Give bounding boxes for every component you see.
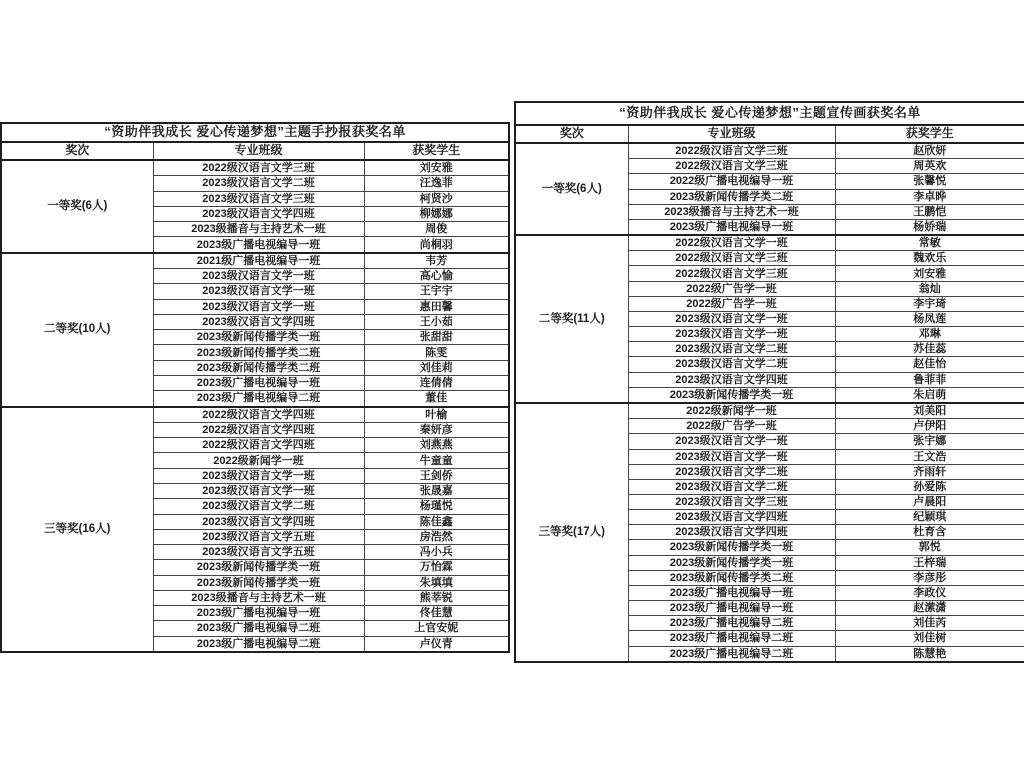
student-cell: 上官安妮	[364, 621, 509, 636]
award-rank-cell: 二等奖(10人)	[1, 253, 153, 407]
student-cell: 刘佳芮	[835, 616, 1024, 631]
student-cell: 惠田馨	[364, 299, 509, 314]
class-cell: 2022级新闻学一班	[153, 453, 364, 468]
class-cell: 2023级广播电视编导一班	[153, 375, 364, 390]
student-cell: 杨凤莲	[835, 311, 1024, 326]
student-cell: 周俊	[364, 222, 509, 237]
student-cell: 张甜甜	[364, 330, 509, 345]
class-cell: 2022级汉语言文学三班	[628, 266, 835, 281]
student-cell: 连倩倩	[364, 375, 509, 390]
table-title: “资助伴我成长 爱心传递梦想”主题宣传画获奖名单	[515, 102, 1024, 125]
class-cell: 2023级汉语言文学一班	[153, 299, 364, 314]
class-cell: 2023级汉语言文学二班	[628, 479, 835, 494]
class-cell: 2023级新闻传播学类一班	[153, 330, 364, 345]
student-cell: 陈雯	[364, 345, 509, 360]
class-cell: 2023级新闻传播学类一班	[628, 540, 835, 555]
student-cell: 牛童童	[364, 453, 509, 468]
table-row	[1, 253, 509, 269]
class-cell: 2023级广播电视编导一班	[153, 237, 364, 253]
class-cell: 2022级广播电视编导一班	[628, 174, 835, 189]
student-cell: 李彦彤	[835, 570, 1024, 585]
class-cell: 2023级新闻传播学类二班	[153, 345, 364, 360]
student-cell: 万怡霖	[364, 560, 509, 575]
class-cell: 2022级新闻学一班	[628, 403, 835, 419]
table-row	[515, 403, 1024, 419]
student-cell: 柳娜娜	[364, 206, 509, 221]
award-rank-cell: 三等奖(17人)	[515, 403, 628, 662]
class-cell: 2023级汉语言文学一班	[153, 468, 364, 483]
student-cell: 张宇娜	[835, 434, 1024, 449]
class-cell: 2023级广播电视编导二班	[153, 636, 364, 652]
student-cell: 李宇琦	[835, 296, 1024, 311]
student-cell: 邓琳	[835, 327, 1024, 342]
class-cell: 2023级广播电视编导二班	[153, 621, 364, 636]
class-cell: 2023级汉语言文学一班	[153, 269, 364, 284]
student-cell: 苏佳蕊	[835, 342, 1024, 357]
class-cell: 2023级汉语言文学四班	[628, 525, 835, 540]
award-rank-cell: 二等奖(11人)	[515, 235, 628, 403]
student-cell: 朱填填	[364, 575, 509, 590]
class-cell: 2023级汉语言文学一班	[153, 483, 364, 498]
table-row	[1, 407, 509, 423]
student-cell: 高心愉	[364, 269, 509, 284]
propaganda-poster-award-table	[514, 101, 1024, 663]
class-cell: 2023级新闻传播学类一班	[153, 575, 364, 590]
class-cell: 2023级汉语言文学三班	[153, 191, 364, 206]
class-cell: 2023级新闻传播学类一班	[628, 387, 835, 403]
award-list-table	[0, 122, 510, 653]
student-cell: 王鹏恺	[835, 204, 1024, 219]
student-cell: 孙爱陈	[835, 479, 1024, 494]
class-cell: 2023级汉语言文学一班	[628, 327, 835, 342]
student-cell: 纪颖琪	[835, 510, 1024, 525]
student-cell: 常敏	[835, 235, 1024, 251]
class-cell: 2022级广告学一班	[628, 419, 835, 434]
column-header-2: 获奖学生	[364, 142, 509, 160]
award-rank-cell: 一等奖(6人)	[1, 160, 153, 253]
student-cell: 佟佳慧	[364, 606, 509, 621]
class-cell: 2023级广播电视编导二班	[628, 616, 835, 631]
class-cell: 2023级汉语言文学二班	[628, 342, 835, 357]
student-cell: 赵潆潇	[835, 601, 1024, 616]
column-header-1: 专业班级	[153, 142, 364, 160]
student-cell: 张晟嘉	[364, 483, 509, 498]
class-cell: 2023级播音与主持艺术一班	[628, 204, 835, 219]
class-cell: 2023级新闻传播学类二班	[153, 360, 364, 375]
student-cell: 张馨悦	[835, 174, 1024, 189]
class-cell: 2023级汉语言文学一班	[628, 311, 835, 326]
student-cell: 翁灿	[835, 281, 1024, 296]
class-cell: 2023级汉语言文学一班	[628, 434, 835, 449]
class-cell: 2022级汉语言文学三班	[628, 143, 835, 159]
class-cell: 2023级汉语言文学二班	[628, 464, 835, 479]
class-cell: 2022级汉语言文学四班	[153, 407, 364, 423]
class-cell: 2023级汉语言文学一班	[153, 284, 364, 299]
student-cell: 杨娇瑞	[835, 219, 1024, 235]
student-cell: 韦芳	[364, 253, 509, 269]
student-cell: 李卓晔	[835, 189, 1024, 204]
class-cell: 2023级新闻传播学类二班	[628, 189, 835, 204]
column-header-2: 获奖学生	[835, 125, 1024, 143]
student-cell: 周英欢	[835, 159, 1024, 174]
class-cell: 2023级播音与主持艺术一班	[153, 222, 364, 237]
student-cell: 叶榆	[364, 407, 509, 423]
student-cell: 齐雨轩	[835, 464, 1024, 479]
class-cell: 2023级汉语言文学四班	[153, 314, 364, 329]
column-header-row	[515, 125, 1024, 143]
student-cell: 柯贤沙	[364, 191, 509, 206]
class-cell: 2023级汉语言文学四班	[628, 372, 835, 387]
student-cell: 郭悦	[835, 540, 1024, 555]
class-cell: 2023级广播电视编导一班	[628, 601, 835, 616]
student-cell: 陈佳鑫	[364, 514, 509, 529]
student-cell: 刘安雅	[364, 160, 509, 176]
student-cell: 赵佳怡	[835, 357, 1024, 372]
student-cell: 鲁菲菲	[835, 372, 1024, 387]
student-cell: 卢晨阳	[835, 494, 1024, 509]
class-cell: 2023级新闻传播学类二班	[628, 570, 835, 585]
student-cell: 王剑侨	[364, 468, 509, 483]
column-header-1: 专业班级	[628, 125, 835, 143]
class-cell: 2023级汉语言文学一班	[628, 449, 835, 464]
student-cell: 房浩然	[364, 529, 509, 544]
student-cell: 赵欣妍	[835, 143, 1024, 159]
student-cell: 熊莘锐	[364, 590, 509, 605]
student-cell: 董佳	[364, 391, 509, 407]
table-title-row	[1, 123, 509, 142]
class-cell: 2023级广播电视编导二班	[628, 646, 835, 662]
student-cell: 卢仪青	[364, 636, 509, 652]
student-cell: 尚桐羽	[364, 237, 509, 253]
student-cell: 杨瑾悦	[364, 499, 509, 514]
table-row	[515, 143, 1024, 159]
class-cell: 2023级新闻传播学类一班	[153, 560, 364, 575]
column-header-0: 奖次	[515, 125, 628, 143]
class-cell: 2021级广播电视编导一班	[153, 253, 364, 269]
class-cell: 2023级广播电视编导二班	[153, 391, 364, 407]
class-cell: 2023级汉语言文学四班	[628, 510, 835, 525]
student-cell: 刘安雅	[835, 266, 1024, 281]
student-cell: 汪逸菲	[364, 176, 509, 191]
class-cell: 2022级广告学一班	[628, 281, 835, 296]
class-cell: 2022级广告学一班	[628, 296, 835, 311]
class-cell: 2023级播音与主持艺术一班	[153, 590, 364, 605]
award-rank-cell: 一等奖(6人)	[515, 143, 628, 235]
class-cell: 2022级汉语言文学三班	[153, 160, 364, 176]
class-cell: 2022级汉语言文学一班	[628, 235, 835, 251]
table-row	[515, 235, 1024, 251]
student-cell: 刘佳莉	[364, 360, 509, 375]
table-title-row	[515, 102, 1024, 125]
student-cell: 李政仪	[835, 585, 1024, 600]
student-cell: 陈慧艳	[835, 646, 1024, 662]
award-list-table	[514, 101, 1024, 663]
class-cell: 2023级新闻传播学类一班	[628, 555, 835, 570]
class-cell: 2022级汉语言文学四班	[153, 438, 364, 453]
student-cell: 朱启萌	[835, 387, 1024, 403]
column-header-row	[1, 142, 509, 160]
column-header-0: 奖次	[1, 142, 153, 160]
class-cell: 2022级汉语言文学四班	[153, 422, 364, 437]
award-rank-cell: 三等奖(16人)	[1, 407, 153, 652]
student-cell: 王宇宇	[364, 284, 509, 299]
class-cell: 2023级汉语言文学五班	[153, 529, 364, 544]
class-cell: 2023级广播电视编导二班	[628, 631, 835, 646]
class-cell: 2023级汉语言文学三班	[628, 494, 835, 509]
class-cell: 2023级汉语言文学二班	[628, 357, 835, 372]
table-title: “资助伴我成长 爱心传递梦想”主题手抄报获奖名单	[1, 123, 509, 142]
student-cell: 冯小兵	[364, 545, 509, 560]
class-cell: 2023级汉语言文学二班	[153, 499, 364, 514]
table-row	[1, 160, 509, 176]
class-cell: 2023级汉语言文学四班	[153, 514, 364, 529]
student-cell: 秦妍彦	[364, 422, 509, 437]
student-cell: 杜育含	[835, 525, 1024, 540]
student-cell: 刘燕燕	[364, 438, 509, 453]
class-cell: 2023级汉语言文学二班	[153, 176, 364, 191]
handdrawn-poster-award-table	[0, 122, 508, 653]
student-cell: 王文浩	[835, 449, 1024, 464]
student-cell: 刘美阳	[835, 403, 1024, 419]
class-cell: 2023级广播电视编导一班	[628, 219, 835, 235]
student-cell: 王小茹	[364, 314, 509, 329]
student-cell: 魏欢乐	[835, 251, 1024, 266]
student-cell: 刘佳树	[835, 631, 1024, 646]
class-cell: 2023级广播电视编导一班	[628, 585, 835, 600]
class-cell: 2022级汉语言文学三班	[628, 251, 835, 266]
student-cell: 王梓瑞	[835, 555, 1024, 570]
class-cell: 2023级广播电视编导一班	[153, 606, 364, 621]
class-cell: 2023级汉语言文学四班	[153, 206, 364, 221]
class-cell: 2023级汉语言文学五班	[153, 545, 364, 560]
class-cell: 2022级汉语言文学三班	[628, 159, 835, 174]
student-cell: 卢伊阳	[835, 419, 1024, 434]
